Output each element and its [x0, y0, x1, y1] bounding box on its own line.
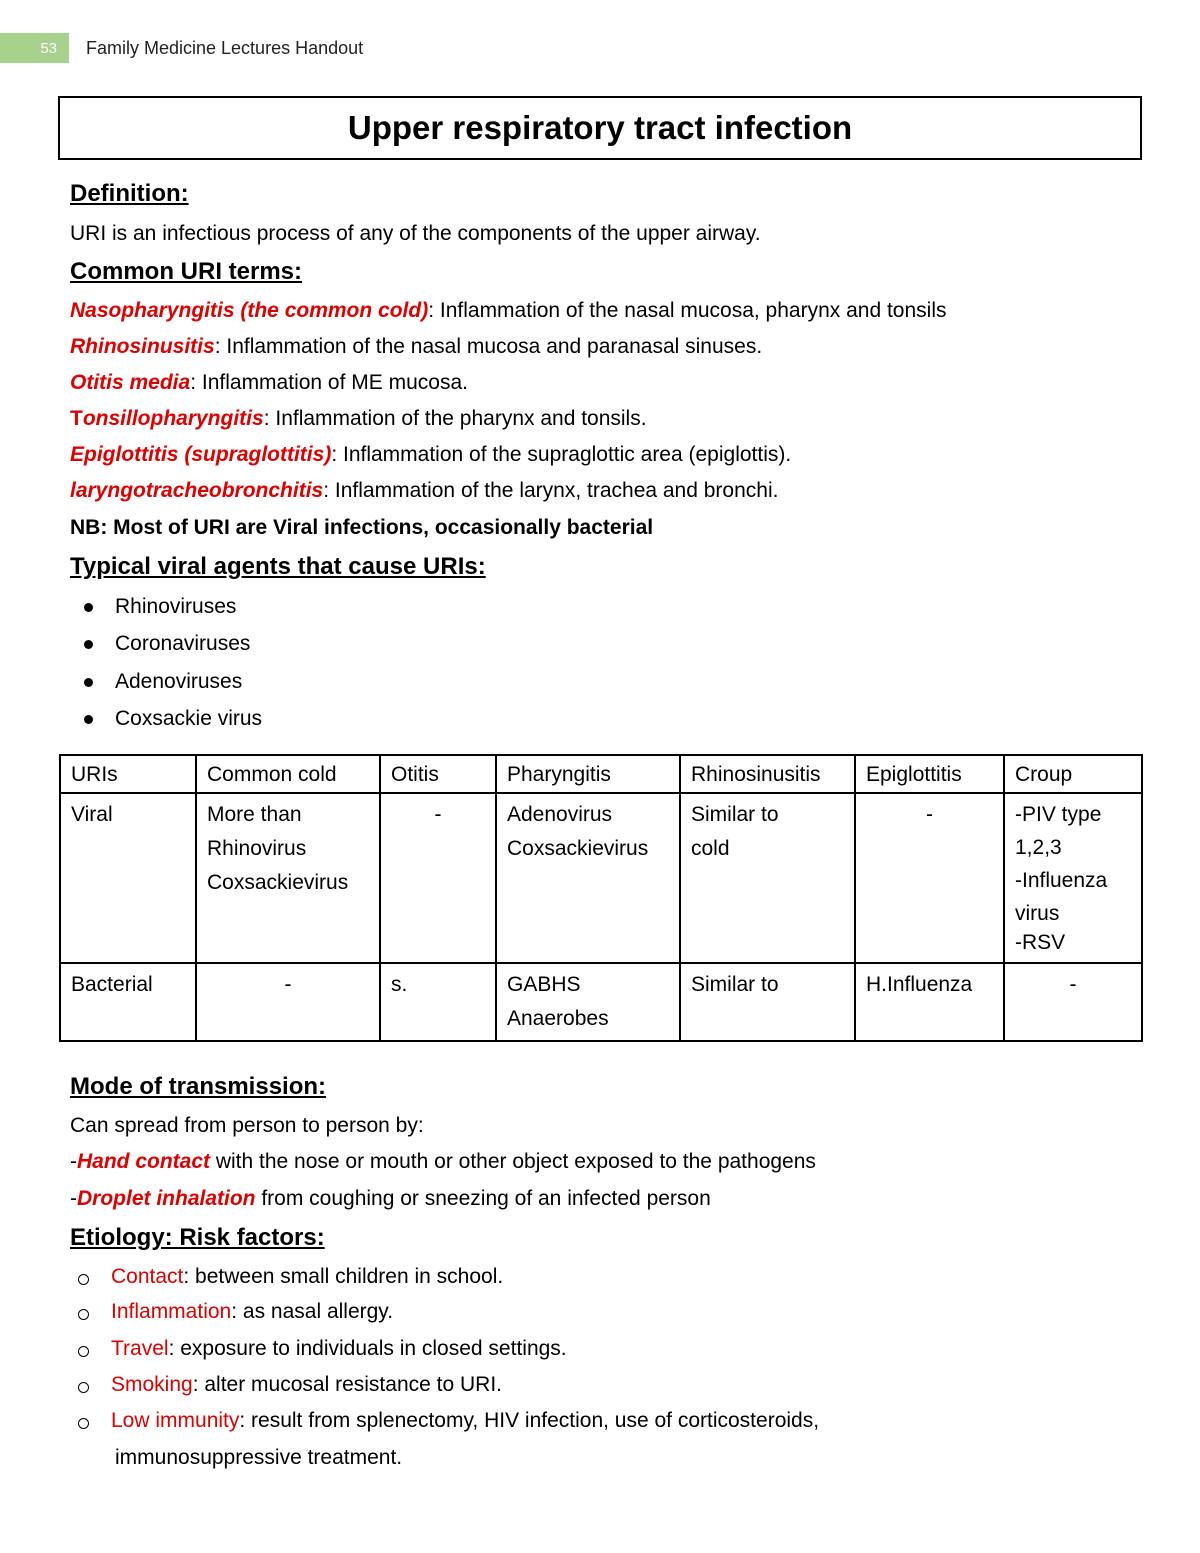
- term-sep: :: [331, 443, 343, 466]
- term-name: Rhinosinusitis: [70, 335, 215, 358]
- term-desc: Inflammation of ME mucosa.: [201, 371, 468, 394]
- term-sep: :: [263, 407, 276, 430]
- table-header-cell: Pharyngitis: [496, 755, 680, 793]
- list-item-label: Coxsackie virus: [115, 707, 263, 730]
- risk-desc: : result from splenectomy, HIV infection, use of corticosteroids,: [239, 1409, 820, 1432]
- term-item: [70, 479, 778, 503]
- term-item: [70, 335, 762, 359]
- table-header-row: [60, 755, 1142, 793]
- risk-desc: : as nasal allergy.: [231, 1300, 394, 1323]
- table-cell: s.: [380, 963, 496, 1041]
- term-desc: Inflammation of the nasal mucosa and paranasal sinuses.: [226, 335, 763, 358]
- table-header-cell: Croup: [1004, 755, 1142, 793]
- table-cell: [496, 793, 680, 963]
- cell-line: Coxsackievirus: [507, 837, 649, 860]
- circle-bullet-icon: [78, 1382, 89, 1393]
- term-item: [70, 299, 946, 323]
- risk-desc: : alter mucosal resistance to URI.: [192, 1373, 502, 1396]
- page-header: [0, 33, 363, 63]
- cell-line: Adenovirus: [507, 803, 613, 826]
- list-item: [78, 1373, 502, 1397]
- table-cell: Similar to: [680, 963, 855, 1041]
- list-item: [84, 595, 236, 619]
- term-item: [70, 371, 468, 395]
- term-sep: :: [428, 299, 440, 322]
- viral-agents-heading: Typical viral agents that cause URIs:: [70, 553, 486, 580]
- term-item: [70, 443, 791, 467]
- bullet-icon: [84, 640, 93, 649]
- term-sep: :: [323, 479, 335, 502]
- header-title: Family Medicine Lectures Handout: [86, 37, 364, 58]
- transmission-heading: Mode of transmission:: [70, 1073, 327, 1100]
- table-cell: Bacterial: [60, 963, 196, 1041]
- cell-line: 1,2,3: [1015, 836, 1062, 859]
- list-item: [84, 670, 242, 694]
- risk-term: Inflammation: [111, 1300, 232, 1323]
- table-header-cell: Rhinosinusitis: [680, 755, 855, 793]
- table-cell: [196, 793, 380, 963]
- term-name: Epiglottitis (supraglottitis): [70, 443, 332, 466]
- cell-line: Coxsackievirus: [207, 871, 349, 894]
- bullet-icon: [84, 603, 93, 612]
- term-name-initial: T: [70, 407, 83, 430]
- list-item-label: Rhinoviruses: [115, 595, 237, 618]
- list-item-label: Adenoviruses: [115, 670, 243, 693]
- risk-term: Contact: [111, 1265, 184, 1288]
- transmission-item: [70, 1150, 816, 1174]
- table-cell: -: [1004, 963, 1142, 1041]
- transmission-item: [70, 1187, 711, 1211]
- table-cell: Viral: [60, 793, 196, 963]
- table-cell: -: [855, 793, 1004, 963]
- page-number: 53: [0, 33, 69, 63]
- table-row: [60, 793, 1142, 963]
- risk-desc: : exposure to individuals in closed settings.: [168, 1337, 567, 1360]
- circle-bullet-icon: [78, 1346, 89, 1357]
- terms-note: NB: Most of URI are Viral infections, occasionally bacterial: [70, 516, 654, 539]
- cell-line: Similar to: [691, 803, 779, 826]
- cell-line: More than: [207, 803, 302, 826]
- transmission-intro: Can spread from person to person by:: [70, 1114, 424, 1137]
- terms-heading: Common URI terms:: [70, 258, 303, 285]
- risk-desc-continuation: immunosuppressive treatment.: [115, 1446, 403, 1469]
- table-cell: [1004, 793, 1142, 963]
- item-prefix: -: [70, 1150, 77, 1173]
- list-item: [78, 1337, 567, 1361]
- table-cell: [496, 963, 680, 1041]
- transmission-desc: with the nose or mouth or other object exposed to the pathogens: [210, 1150, 816, 1173]
- term-sep: :: [190, 371, 202, 394]
- risk-term: Low immunity: [111, 1409, 240, 1432]
- term-desc: Inflammation of the supraglottic area (epiglottis).: [342, 443, 792, 466]
- cell-line: -PIV type: [1015, 803, 1102, 826]
- table-cell: -: [196, 963, 380, 1041]
- cell-line: Rhinovirus: [207, 837, 307, 860]
- definition-text: URI is an infectious process of any of the components of the upper airway.: [70, 222, 761, 245]
- risk-term: Travel: [111, 1337, 169, 1360]
- term-desc: Inflammation of the nasal mucosa, pharynx and tonsils: [439, 299, 947, 322]
- etiology-heading: Etiology: Risk factors:: [70, 1224, 325, 1251]
- table-header-cell: Common cold: [196, 755, 380, 793]
- circle-bullet-icon: [78, 1309, 89, 1320]
- term-desc: Inflammation of the larynx, trachea and bronchi.: [334, 479, 779, 502]
- circle-bullet-icon: [78, 1418, 89, 1429]
- list-item: [78, 1409, 819, 1433]
- transmission-desc: from coughing or sneezing of an infected person: [255, 1187, 711, 1210]
- term-name: Otitis media: [70, 371, 191, 394]
- cell-line: GABHS: [507, 973, 581, 996]
- cell-line: Anaerobes: [507, 1007, 609, 1030]
- bullet-icon: [84, 678, 93, 687]
- table-cell: [680, 793, 855, 963]
- term-name: onsillopharyngitis: [82, 407, 264, 430]
- definition-heading: Definition:: [70, 180, 189, 207]
- table-cell: -: [380, 793, 496, 963]
- cell-line: -Influenza: [1015, 869, 1108, 892]
- list-item: [84, 707, 262, 731]
- list-item-label: Coronaviruses: [115, 632, 251, 655]
- risk-term: Smoking: [111, 1373, 193, 1396]
- term-desc: Inflammation of the pharynx and tonsils.: [275, 407, 647, 430]
- list-item: [84, 632, 250, 656]
- table-header-cell: Otitis: [380, 755, 496, 793]
- term-name: laryngotracheobronchitis: [70, 479, 324, 502]
- risk-desc: : between small children in school.: [183, 1265, 504, 1288]
- table-cell: H.Influenza: [855, 963, 1004, 1041]
- list-item: [78, 1300, 393, 1324]
- term-item: [70, 407, 647, 431]
- document-title: Upper respiratory tract infection: [58, 96, 1142, 160]
- term-sep: :: [214, 335, 227, 358]
- cell-line: cold: [691, 837, 730, 860]
- table-row: [60, 963, 1142, 1041]
- term-name: Nasopharyngitis (the common cold): [70, 299, 429, 322]
- list-item: [78, 1265, 503, 1289]
- table-header-cell: URIs: [60, 755, 196, 793]
- transmission-term: Hand contact: [77, 1150, 211, 1173]
- circle-bullet-icon: [78, 1274, 89, 1285]
- table-header-cell: Epiglottitis: [855, 755, 1004, 793]
- cell-line: virus: [1015, 902, 1060, 925]
- bullet-icon: [84, 715, 93, 724]
- item-prefix: -: [70, 1187, 77, 1210]
- cell-line: -RSV: [1015, 931, 1066, 954]
- transmission-term: Droplet inhalation: [77, 1187, 256, 1210]
- uri-table: [59, 754, 1143, 1042]
